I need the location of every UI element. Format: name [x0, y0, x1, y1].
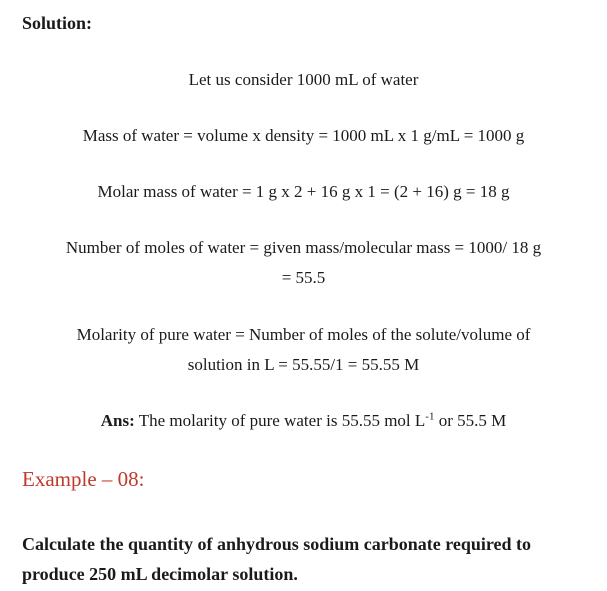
- answer-label: Ans:: [100, 411, 135, 430]
- mass-line: Mass of water = volume x density = 1000 mL x 1 g/mL = 1000 g: [82, 126, 525, 145]
- molarity-line-2: solution in L = 55.55/1 = 55.55 M: [187, 355, 420, 374]
- answer-line: [0, 411, 607, 431]
- solution-heading: Solution:: [22, 13, 93, 33]
- answer-text-after: or 55.5 M: [434, 411, 507, 430]
- question-text: Calculate the quantity of anhydrous sodium carbonate required to produce 250 mL decimolar solution.: [22, 534, 532, 584]
- consider-line: Let us consider 1000 mL of water: [188, 70, 419, 89]
- moles-line-1: Number of moles of water = given mass/molecular mass = 1000/ 18 g: [65, 238, 542, 257]
- moles-line-2: = 55.5: [281, 268, 326, 287]
- answer-text-before: The molarity of pure water is 55.55 mol L: [134, 411, 426, 430]
- answer-exponent: -1: [425, 410, 435, 423]
- molar-mass-line: Molar mass of water = 1 g x 2 + 16 g x 1 = (2 + 16) g = 18 g: [97, 182, 510, 201]
- molarity-line-1: Molarity of pure water = Number of moles of the solute/volume of: [76, 325, 531, 344]
- example-title: Example – 08:: [22, 467, 145, 491]
